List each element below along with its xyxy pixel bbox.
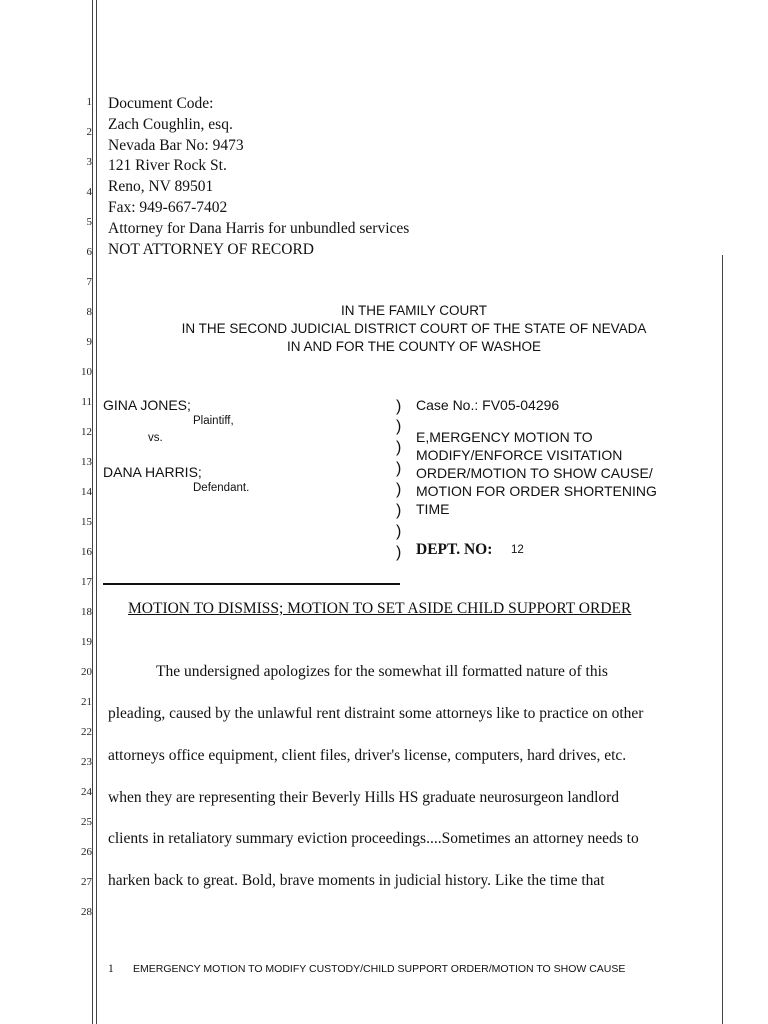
- court-line-2: IN THE SECOND JUDICIAL DISTRICT COURT OF THE STATE OF NEVADA: [181, 321, 647, 336]
- caption-parenthesis: ): [396, 460, 402, 477]
- line-number: 24: [81, 786, 92, 798]
- caption-parenthesis: ): [396, 481, 402, 498]
- motion-title-line: MODIFY/ENFORCE VISITATION: [416, 447, 623, 463]
- address-city-line: Reno, NV 89501: [108, 178, 214, 196]
- motion-title-line: ORDER/MOTION TO SHOW CAUSE/: [416, 465, 653, 481]
- left-margin-rule-outer: [92, 0, 93, 1024]
- case-number: Case No.: FV05-04296: [416, 397, 560, 413]
- caption-parenthesis: ): [396, 544, 402, 561]
- line-number: 9: [86, 336, 92, 348]
- not-attorney-of-record-line: NOT ATTORNEY OF RECORD: [108, 240, 314, 258]
- document-code-line: Document Code:: [108, 95, 214, 112]
- defendant-role: Defendant.: [193, 482, 250, 494]
- left-margin-rule-inner: [96, 0, 97, 1024]
- line-number: 15: [81, 516, 92, 528]
- line-number: 11: [81, 396, 92, 408]
- line-number: 1: [86, 96, 92, 108]
- body-text-line: attorneys office equipment, client files, driver's license, computers, hard drives, etc.: [108, 747, 627, 764]
- court-line-1: IN THE FAMILY COURT: [340, 303, 488, 318]
- body-text-line: when they are representing their Beverly Hills HS graduate neurosurgeon landlord: [108, 789, 620, 806]
- caption-parenthesis: ): [396, 418, 402, 435]
- line-number: 7: [86, 276, 92, 288]
- dept-label: DEPT. NO:: [416, 541, 493, 558]
- line-number: 21: [81, 696, 92, 708]
- court-line-3: IN AND FOR THE COUNTY OF WASHOE: [286, 339, 542, 354]
- line-number: 4: [86, 186, 92, 198]
- line-number: 8: [86, 306, 92, 318]
- bar-number-line: Nevada Bar No: 9473: [108, 136, 244, 154]
- court-heading: [108, 302, 720, 356]
- caption-divider: [103, 583, 400, 585]
- motion-title-line: MOTION FOR ORDER SHORTENING: [416, 483, 657, 499]
- caption-parenthesis: ): [396, 439, 402, 456]
- defendant-name: DANA HARRIS;: [103, 464, 202, 480]
- attorney-name-line: Zach Coughlin, esq.: [108, 115, 233, 133]
- versus-label: vs.: [148, 432, 163, 444]
- line-number: 2: [86, 126, 92, 138]
- line-number: 16: [81, 546, 92, 558]
- address-street-line: 121 River Rock St.: [108, 157, 227, 175]
- line-number: 22: [81, 726, 92, 738]
- plaintiff-role: Plaintiff,: [193, 415, 234, 427]
- line-number: 25: [81, 816, 92, 828]
- caption-parenthesis: ): [396, 502, 402, 519]
- line-number: 20: [81, 666, 92, 678]
- line-number: 14: [81, 486, 92, 498]
- attorney-for-line: Attorney for Dana Harris for unbundled services: [108, 219, 410, 237]
- body-text-line: The undersigned apologizes for the somewhat ill formatted nature of this: [156, 663, 608, 680]
- dept-number: 12: [511, 544, 524, 556]
- line-number: 12: [81, 426, 92, 438]
- document-title: MOTION TO DISMISS; MOTION TO SET ASIDE CHILD SUPPORT ORDER: [128, 600, 632, 617]
- line-number: 28: [81, 906, 92, 918]
- motion-title-block: [416, 428, 657, 518]
- body-text-line: pleading, caused by the unlawful rent distraint some attorneys like to practice on other: [108, 705, 644, 722]
- footer-page-number: 1: [108, 963, 114, 975]
- line-number: 19: [81, 636, 92, 648]
- attorney-header: [108, 94, 409, 260]
- line-number: 13: [81, 456, 92, 468]
- line-number: 27: [81, 876, 92, 888]
- right-margin-rule: [722, 255, 723, 1024]
- body-text-line: harken back to great. Bold, brave moments in judicial history. Like the time that: [108, 872, 605, 889]
- caption-parenthesis: ): [396, 398, 402, 415]
- line-number: 10: [81, 366, 92, 378]
- line-number: 3: [86, 156, 92, 168]
- footer-text: EMERGENCY MOTION TO MODIFY CUSTODY/CHILD SUPPORT ORDER/MOTION TO SHOW CAUSE: [133, 963, 626, 975]
- line-number: 26: [81, 846, 92, 858]
- line-number: 5: [86, 216, 92, 228]
- line-number: 23: [81, 756, 92, 768]
- line-number: 6: [86, 246, 92, 258]
- line-number: 18: [81, 606, 92, 618]
- motion-title-line: TIME: [416, 501, 450, 517]
- line-number: 17: [81, 576, 92, 588]
- fax-line: Fax: 949-667-7402: [108, 198, 228, 216]
- motion-title-line: E,MERGENCY MOTION TO: [416, 429, 593, 445]
- body-text-line: clients in retaliatory summary eviction proceedings....Sometimes an attorney needs to: [108, 830, 639, 847]
- caption-parenthesis: ): [396, 523, 402, 540]
- plaintiff-name: GINA JONES;: [103, 397, 191, 413]
